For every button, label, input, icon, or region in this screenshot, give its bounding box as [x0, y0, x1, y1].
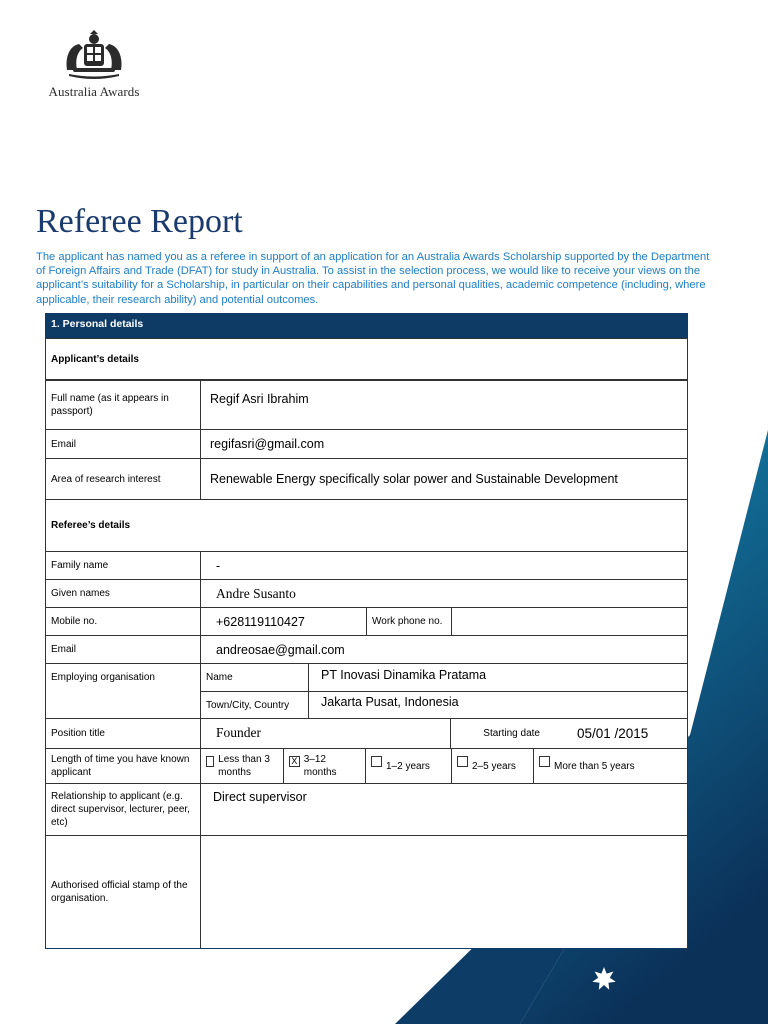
relationship-field[interactable]: Direct supervisor: [200, 783, 688, 836]
org-name-label: Name: [200, 663, 309, 692]
checkbox[interactable]: [539, 756, 550, 767]
coat-of-arms-icon: [59, 30, 129, 82]
length-option-3-12-months[interactable]: [283, 748, 366, 784]
section-header: 1. Personal details: [45, 313, 688, 338]
intro-paragraph: The applicant has named you as a referee in support of an application for an Australia Awards Scholarship supported by the Department of Foreign Affairs and Trade (DFAT) for study in Australia. To assist in the selection process, we would like to receive your views on the applicant’s suitability for a Scholarship, in particular on their capabilities and personal qualities, academic competence (including, where applicable, their research ability) and potential outcomes.: [36, 251, 710, 306]
org-name-field[interactable]: PT Inovasi Dinamika Pratama: [308, 663, 688, 692]
personal-details-form: [45, 313, 688, 949]
length-option-2-5-years[interactable]: [451, 748, 534, 784]
org-city-field[interactable]: Jakarta Pusat, Indonesia: [308, 691, 688, 719]
checkbox-checked[interactable]: X: [289, 756, 300, 767]
given-names-label: Given names: [45, 579, 201, 608]
option-label: Less than 3 months: [218, 754, 270, 778]
length-known-label: Length of time you have known applicant: [45, 748, 201, 784]
option-label: 2–5 years: [472, 760, 516, 772]
full-name-label: Full name (as it appears in passport): [45, 380, 201, 430]
given-names-field[interactable]: Andre Susanto: [200, 579, 688, 608]
family-name-field[interactable]: -: [200, 551, 688, 580]
work-phone-label: Work phone no.: [366, 607, 452, 636]
seven-point-star-icon: [591, 966, 617, 992]
applicant-details-heading: Applicant’s details: [45, 338, 688, 380]
stamp-label: Authorised official stamp of the organisation.: [45, 835, 201, 949]
option-label: More than 5 years: [554, 760, 635, 772]
research-interest-field[interactable]: Renewable Energy specifically solar power and Sustainable Development: [200, 458, 688, 500]
bottom-divider: [45, 948, 685, 949]
relationship-label: Relationship to applicant (e.g. direct supervisor, lecturer, peer, etc): [45, 783, 201, 836]
applicant-email-field[interactable]: regifasri@gmail.com: [200, 429, 688, 459]
referee-email-label: Email: [45, 635, 201, 664]
length-option-more-5-years[interactable]: [533, 748, 688, 784]
starting-date-field[interactable]: 05/01 /2015: [551, 718, 688, 749]
length-option-1-2-years[interactable]: [365, 748, 452, 784]
org-city-label: Town/City, Country: [200, 691, 309, 719]
mobile-label: Mobile no.: [45, 607, 201, 636]
work-phone-field[interactable]: [451, 607, 688, 636]
referee-email-field[interactable]: andreosae@gmail.com: [200, 635, 688, 664]
checkbox[interactable]: [457, 756, 468, 767]
position-label: Position title: [45, 718, 201, 749]
checkbox[interactable]: [371, 756, 382, 767]
stamp-area[interactable]: [200, 835, 688, 949]
full-name-field[interactable]: Regif Asri Ibrahim: [200, 380, 688, 430]
referee-details-heading: Referee’s details: [45, 499, 688, 552]
employer-label: Employing organisation: [45, 663, 201, 719]
option-label: 3–12 months: [303, 754, 337, 778]
page-title: Referee Report: [36, 203, 243, 240]
australia-awards-logo: [34, 30, 154, 100]
mobile-field[interactable]: +628119110427: [200, 607, 367, 636]
research-interest-label: Area of research interest: [45, 458, 201, 500]
applicant-email-label: Email: [45, 429, 201, 459]
checkbox[interactable]: [206, 756, 214, 767]
length-option-less-3-months[interactable]: [200, 748, 284, 784]
option-label: 1–2 years: [386, 760, 430, 772]
logo-text: Australia Awards: [48, 84, 140, 99]
family-name-label: Family name: [45, 551, 201, 580]
starting-date-label: Starting date: [450, 718, 552, 749]
position-field[interactable]: Founder: [200, 718, 451, 749]
